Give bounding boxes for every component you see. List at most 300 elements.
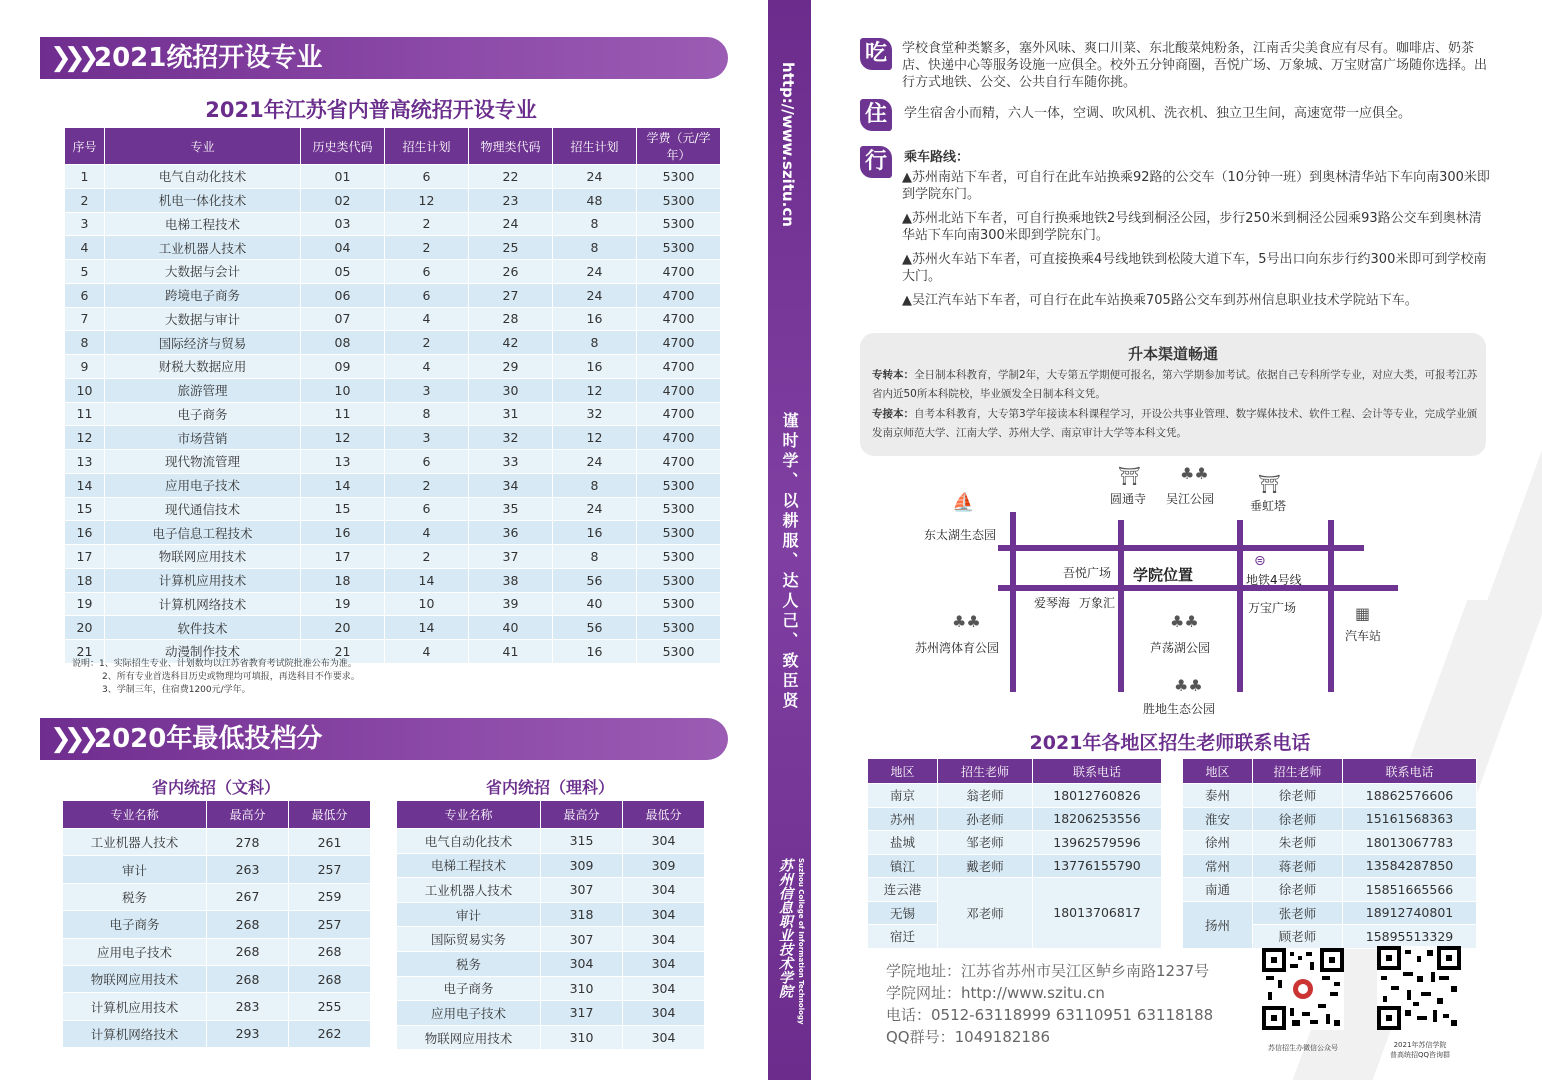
qr-caption-line: 普高统招QQ咨询群 <box>1389 1051 1451 1059</box>
table-cell: 4 <box>385 307 469 331</box>
table-row <box>397 1025 705 1050</box>
table-cell: 审计 <box>63 856 207 883</box>
table-row <box>1183 784 1477 808</box>
table-cell: 307 <box>541 927 623 952</box>
table-cell: 32 <box>553 402 637 426</box>
table-cell: 盐城 <box>868 831 938 855</box>
table-row <box>397 829 705 854</box>
table-cell: 计算机网络技术 <box>63 1020 207 1047</box>
table-cell: 常州 <box>1183 854 1253 878</box>
table-notes <box>72 658 360 697</box>
table-cell: 6 <box>385 260 469 284</box>
table-row <box>65 307 721 331</box>
table-cell: 304 <box>623 976 705 1001</box>
table-cell: 315 <box>541 829 623 854</box>
table-row <box>65 497 721 521</box>
arts-title: 省内统招（文科） <box>151 778 280 797</box>
table-cell: 33 <box>469 450 553 474</box>
table-cell: 应用电子技术 <box>63 938 207 965</box>
table-cell: 18013706817 <box>1033 878 1162 949</box>
table-cell: 4 <box>385 640 469 664</box>
table-cell: 12 <box>385 188 469 212</box>
table-row <box>65 165 721 189</box>
table-cell: 18 <box>65 568 105 592</box>
table-cell: 10 <box>301 378 385 402</box>
table-cell: 05 <box>301 260 385 284</box>
table-cell: 5300 <box>637 568 721 592</box>
table-row <box>65 212 721 236</box>
table-cell: 304 <box>623 902 705 927</box>
table-cell: 13962579596 <box>1033 831 1162 855</box>
section-banner-majors <box>40 37 728 79</box>
table-cell: 10 <box>65 378 105 402</box>
table-cell: 南京 <box>868 784 938 808</box>
table-cell: 15 <box>301 497 385 521</box>
table-cell: 6 <box>65 283 105 307</box>
table-cell: 3 <box>385 378 469 402</box>
route-1: ▲苏州南站下车者，可自行在此车站换乘92路的公交车（10分钟一班）到奥林清华站下车向南300米即到学院东门。 <box>902 170 1490 202</box>
table-cell: 304 <box>623 1025 705 1050</box>
column-header: 专业名称 <box>397 801 541 829</box>
column-header: 最高分 <box>541 801 623 829</box>
table-cell: 5300 <box>637 521 721 545</box>
table-cell: 4700 <box>637 402 721 426</box>
table-cell: 257 <box>289 911 371 938</box>
qq-group: QQ群号：1049182186 <box>886 1028 1051 1046</box>
table-row <box>63 883 371 910</box>
table-cell: 5300 <box>637 545 721 569</box>
metro-icon: ⊜ <box>1254 553 1266 569</box>
table-cell: 18912740801 <box>1343 901 1477 925</box>
wechat-qr-code <box>1262 948 1344 1030</box>
table-cell: 孙老师 <box>938 807 1033 831</box>
table-row <box>63 829 371 856</box>
column-header: 专业名称 <box>63 801 207 829</box>
table-row <box>65 331 721 355</box>
table-cell: 5300 <box>637 592 721 616</box>
table-cell: 南通 <box>1183 878 1253 902</box>
table-cell: 财税大数据应用 <box>105 355 301 379</box>
eat-text: 学校食堂种类繁多，塞外风味、爽口川菜、东北酸菜炖粉条，江南舌尖美食应有尽有。咖啡店、奶茶店、快递中心等服务设施一应俱全。校外五分钟商圈，吾悦广场、万象城、万宝财富广场随你选择。出行方式地铁、公交、公共自行车随你挑。 <box>902 41 1488 90</box>
table-cell: 255 <box>289 993 371 1020</box>
table-row <box>397 902 705 927</box>
contacts-title: 2021年各地区招生老师联系电话 <box>1029 732 1311 754</box>
table-cell: 34 <box>469 473 553 497</box>
table-cell: 4 <box>385 521 469 545</box>
table-row <box>63 911 371 938</box>
table-cell: 11 <box>301 402 385 426</box>
pagoda-icon: ⛩ <box>1258 474 1281 495</box>
table-cell: 软件技术 <box>105 616 301 640</box>
table-cell: 税务 <box>397 951 541 976</box>
table-cell: 4700 <box>637 307 721 331</box>
table-cell: 徐州 <box>1183 831 1253 855</box>
map-label-shengdi: 胜地生态公园 <box>1143 702 1216 716</box>
table-row <box>63 938 371 965</box>
table-cell: 2 <box>385 545 469 569</box>
table-cell: 02 <box>301 188 385 212</box>
table-cell: 18012760826 <box>1033 784 1162 808</box>
table-cell: 309 <box>623 853 705 878</box>
table-cell: 2 <box>65 188 105 212</box>
school-address: 学院地址：江苏省苏州市吴江区鲈乡南路1237号 <box>886 962 1210 980</box>
table-cell: 徐老师 <box>1253 784 1343 808</box>
table-cell: 国际经济与贸易 <box>105 331 301 355</box>
table-cell: 计算机网络技术 <box>105 592 301 616</box>
table-cell: 3 <box>65 212 105 236</box>
table-cell: 22 <box>469 165 553 189</box>
map-label-aiqinhai: 爱琴海 <box>1034 596 1071 610</box>
table-cell: 15895513329 <box>1343 925 1477 949</box>
table-cell: 267 <box>207 883 289 910</box>
table-cell: 35 <box>469 497 553 521</box>
table-cell: 张老师 <box>1253 901 1343 925</box>
table-row <box>397 878 705 903</box>
table-cell: 5300 <box>637 616 721 640</box>
table-cell: 审计 <box>397 902 541 927</box>
note-line: 3、学制三年，住宿费1200元/学年。 <box>102 685 251 695</box>
map-label-metro4: 地铁4号线 <box>1246 573 1302 587</box>
table-cell: 12 <box>553 378 637 402</box>
banner-title: 2021统招开设专业 <box>94 43 323 73</box>
table-row <box>65 568 721 592</box>
table-cell: 2 <box>385 331 469 355</box>
table-cell: 电气自动化技术 <box>397 829 541 854</box>
table-cell: 56 <box>553 616 637 640</box>
table-cell: 10 <box>385 592 469 616</box>
table-row <box>1183 831 1477 855</box>
school-phone: 电话：0512-63118999 63110951 63118188 <box>886 1006 1214 1024</box>
qr-caption-line: 2021年苏信学院 <box>1393 1041 1447 1049</box>
table-cell: 38 <box>469 568 553 592</box>
table-cell: 4700 <box>637 355 721 379</box>
table-cell: 08 <box>301 331 385 355</box>
table-cell: 12 <box>65 426 105 450</box>
column-header: 历史类代码 <box>301 128 385 165</box>
table-cell: 应用电子技术 <box>397 1001 541 1026</box>
table-cell: 8 <box>553 473 637 497</box>
column-header: 序号 <box>65 128 105 165</box>
route-title: 乘车路线： <box>904 150 970 165</box>
map-label-bay-sports: 苏州湾体育公园 <box>915 641 1000 655</box>
map-label-bus-station: 汽车站 <box>1345 629 1382 643</box>
table-cell: 09 <box>301 355 385 379</box>
note-line: 说明：1、实际招生专业、计划数均以江苏省教育考试院批准公布为准。 <box>72 659 357 669</box>
go-badge: 行 <box>860 146 892 178</box>
table-cell: 24 <box>469 212 553 236</box>
table-cell: 邹老师 <box>938 831 1033 855</box>
column-header: 招生计划 <box>553 128 637 165</box>
table-row <box>1183 901 1477 925</box>
column-header: 地区 <box>868 759 938 784</box>
table-cell: 物联网应用技术 <box>63 965 207 992</box>
table-cell: 市场营销 <box>105 426 301 450</box>
eat-badge: 吃 <box>860 38 892 70</box>
qq-qr-caption <box>1366 1040 1474 1060</box>
table-cell: 278 <box>207 829 289 856</box>
table-cell: 12 <box>553 426 637 450</box>
live-text: 学生宿舍小而精，六人一体，空调、吹风机、洗衣机、独立卫生间，高速宽带一应俱全。 <box>904 106 1412 121</box>
table-cell: 宿迁 <box>868 925 938 949</box>
table-cell: 徐老师 <box>1253 878 1343 902</box>
table-cell: 机电一体化技术 <box>105 188 301 212</box>
table-cell: 5300 <box>637 640 721 664</box>
table-cell: 4 <box>65 236 105 260</box>
live-badge: 住 <box>860 99 892 131</box>
qq-qr-code <box>1377 946 1461 1030</box>
tree-icon: ♣♣ <box>1180 464 1209 483</box>
table-cell: 淮安 <box>1183 807 1253 831</box>
map-label-wujiang-park: 吴江公园 <box>1166 492 1215 506</box>
table-cell: 20 <box>65 616 105 640</box>
route-2: ▲苏州北站下车者，可自行换乘地铁2号线到桐泾公园，步行250米到桐泾公园乘93路公交车到奥林清华站下车向南300米即到学院东门。 <box>902 211 1482 243</box>
table-cell: 304 <box>541 951 623 976</box>
map-road <box>1328 520 1334 692</box>
spine-school-en: Suzhou College of Information Technology <box>797 858 805 1025</box>
table-cell: 动漫制作技术 <box>105 640 301 664</box>
table-cell: 01 <box>301 165 385 189</box>
column-header: 招生老师 <box>938 759 1033 784</box>
table-cell: 12 <box>301 426 385 450</box>
column-header: 联系电话 <box>1033 759 1162 784</box>
table-row <box>65 426 721 450</box>
table-row <box>65 283 721 307</box>
table-cell: 8 <box>553 212 637 236</box>
arts-score-table <box>62 800 371 1048</box>
table-cell: 4 <box>385 355 469 379</box>
table-cell: 4700 <box>637 283 721 307</box>
table-cell: 40 <box>553 592 637 616</box>
table-cell: 304 <box>623 951 705 976</box>
table-cell: 29 <box>469 355 553 379</box>
table-cell: 翁老师 <box>938 784 1033 808</box>
table-cell: 现代物流管理 <box>105 450 301 474</box>
table-cell: 8 <box>553 331 637 355</box>
table-cell: 邓老师 <box>938 878 1033 949</box>
table-cell: 28 <box>469 307 553 331</box>
table-cell: 顾老师 <box>1253 925 1343 949</box>
column-header: 联系电话 <box>1343 759 1477 784</box>
table-row <box>63 856 371 883</box>
table-cell: 18013067783 <box>1343 831 1477 855</box>
school-website[interactable]: 学院网址：http://www.szitu.cn <box>886 984 1105 1002</box>
note-line: 2、所有专业首选科目历史或物理均可填报，再选科目不作要求。 <box>102 672 360 682</box>
table-cell: 9 <box>65 355 105 379</box>
wechat-qr-caption: 苏信招生办微信公众号 <box>1268 1044 1338 1052</box>
table-row <box>63 993 371 1020</box>
table-cell: 电子商务 <box>397 976 541 1001</box>
table-cell: 15 <box>65 497 105 521</box>
table-cell: 电气自动化技术 <box>105 165 301 189</box>
table-cell: 318 <box>541 902 623 927</box>
table-cell: 5300 <box>637 473 721 497</box>
spine-motto: 谨时学、以耕服、达人己、致臣贤 <box>780 412 799 712</box>
table-cell: 283 <box>207 993 289 1020</box>
route-3: ▲苏州火车站下车者，可直接换乘4号线地铁到松陵大道下车，5号出口向东步行约300米即可到学校南大门。 <box>902 252 1487 284</box>
table-cell: 5300 <box>637 212 721 236</box>
map-label-dongtaihu: 东太湖生态园 <box>924 528 997 542</box>
table-cell: 268 <box>207 965 289 992</box>
majors-table <box>64 127 721 664</box>
table-cell: 06 <box>301 283 385 307</box>
table-cell: 268 <box>289 965 371 992</box>
table-cell: 262 <box>289 1020 371 1047</box>
map-road <box>1237 520 1243 692</box>
table-cell: 蒋老师 <box>1253 854 1343 878</box>
table-cell: 14 <box>385 616 469 640</box>
table-cell: 电梯工程技术 <box>105 212 301 236</box>
column-header: 最低分 <box>289 801 371 829</box>
table-cell: 15161568363 <box>1343 807 1477 831</box>
table-cell: 261 <box>289 829 371 856</box>
table-cell: 5300 <box>637 497 721 521</box>
table-cell: 24 <box>553 283 637 307</box>
table-row <box>65 616 721 640</box>
table-cell: 309 <box>541 853 623 878</box>
table-cell: 24 <box>553 165 637 189</box>
table-row <box>1183 878 1477 902</box>
column-header: 招生老师 <box>1253 759 1343 784</box>
table-cell: 4700 <box>637 331 721 355</box>
table-cell: 18206253556 <box>1033 807 1162 831</box>
building-icon: ▦ <box>1355 604 1371 623</box>
map-road <box>1010 512 1016 692</box>
table-row <box>65 545 721 569</box>
table-cell: 24 <box>553 450 637 474</box>
table-row <box>397 927 705 952</box>
double-chevron-icon: ❯❯❯ <box>50 724 92 754</box>
column-header: 最高分 <box>207 801 289 829</box>
table-cell: 19 <box>301 592 385 616</box>
table-cell: 16 <box>301 521 385 545</box>
table-cell: 18862576606 <box>1343 784 1477 808</box>
section-banner-scores <box>40 718 728 760</box>
table-row <box>868 784 1162 808</box>
table-cell: 扬州 <box>1183 901 1253 948</box>
upgrade-label-1: 专转本： <box>872 369 914 381</box>
table-cell: 13584287850 <box>1343 854 1477 878</box>
table-row <box>397 951 705 976</box>
table-cell: 6 <box>385 497 469 521</box>
table-cell: 8 <box>553 236 637 260</box>
table-cell: 8 <box>65 331 105 355</box>
table-cell: 跨境电子商务 <box>105 283 301 307</box>
table-cell: 6 <box>385 450 469 474</box>
table-cell: 苏州 <box>868 807 938 831</box>
table-cell: 39 <box>469 592 553 616</box>
table-cell: 16 <box>553 307 637 331</box>
table-cell: 257 <box>289 856 371 883</box>
table-cell: 电梯工程技术 <box>397 853 541 878</box>
table-cell: 2 <box>385 473 469 497</box>
table-cell: 4700 <box>637 260 721 284</box>
table-cell: 304 <box>623 927 705 952</box>
column-header: 最低分 <box>623 801 705 829</box>
table-row <box>1183 854 1477 878</box>
column-header: 招生计划 <box>385 128 469 165</box>
table-cell: 41 <box>469 640 553 664</box>
table-cell: 21 <box>65 640 105 664</box>
contacts-table-right <box>1182 758 1477 949</box>
upgrade-text-1: 全日制本科教育，学制2年，大专第五学期便可报名，第六学期参加考试。依据自己专科所学专业，对应大类，可报考江苏省内近50所本科院校，毕业颁发全日制本科文凭。 <box>872 369 1478 400</box>
table-cell: 21 <box>301 640 385 664</box>
table-cell: 4700 <box>637 378 721 402</box>
table-cell: 16 <box>553 640 637 664</box>
table-cell: 24 <box>553 260 637 284</box>
table-cell: 13 <box>65 450 105 474</box>
table-row <box>868 831 1162 855</box>
table-cell: 朱老师 <box>1253 831 1343 855</box>
table-row <box>397 1001 705 1026</box>
table-cell: 14 <box>65 473 105 497</box>
banner-title: 2020年最低投档分 <box>94 724 323 754</box>
column-header: 地区 <box>1183 759 1253 784</box>
table-cell: 32 <box>469 426 553 450</box>
table-cell: 工业机器人技术 <box>105 236 301 260</box>
table-cell: 24 <box>553 497 637 521</box>
table-cell: 07 <box>301 307 385 331</box>
table-cell: 310 <box>541 1025 623 1050</box>
table-cell: 现代通信技术 <box>105 497 301 521</box>
tree-icon: ♣♣ <box>952 612 981 631</box>
table-cell: 31 <box>469 402 553 426</box>
table-row <box>65 473 721 497</box>
table-row <box>397 976 705 1001</box>
table-row <box>63 1020 371 1047</box>
table-cell: 36 <box>469 521 553 545</box>
table-cell: 工业机器人技术 <box>63 829 207 856</box>
table-cell: 310 <box>541 976 623 1001</box>
table-cell: 8 <box>385 402 469 426</box>
table-row <box>868 807 1162 831</box>
table-cell: 14 <box>301 473 385 497</box>
table-cell: 大数据与会计 <box>105 260 301 284</box>
upgrade-item-1 <box>872 366 1478 404</box>
table-cell: 15851665566 <box>1343 878 1477 902</box>
table-row <box>868 854 1162 878</box>
table-cell: 20 <box>301 616 385 640</box>
map-road <box>1118 520 1124 692</box>
map-road <box>998 545 1364 551</box>
table-cell: 42 <box>469 331 553 355</box>
table-cell: 25 <box>469 236 553 260</box>
double-chevron-icon: ❯❯❯ <box>50 43 92 73</box>
table-row <box>65 188 721 212</box>
table-cell: 304 <box>623 829 705 854</box>
table-cell: 大数据与审计 <box>105 307 301 331</box>
table-cell: 4700 <box>637 450 721 474</box>
table-row <box>65 378 721 402</box>
map-label-wanbao: 万宝广场 <box>1248 601 1297 615</box>
table-cell: 263 <box>207 856 289 883</box>
table-row <box>65 260 721 284</box>
table-cell: 5300 <box>637 236 721 260</box>
table-cell: 317 <box>541 1001 623 1026</box>
pagoda-icon: ⛩ <box>1118 466 1141 487</box>
upgrade-title: 升本渠道畅通 <box>1127 345 1218 363</box>
map-label-chuihong: 垂虹塔 <box>1250 499 1287 513</box>
majors-table-title: 2021年江苏省内普高统招开设专业 <box>205 98 537 122</box>
table-cell: 工业机器人技术 <box>397 878 541 903</box>
table-cell: 电子信息工程技术 <box>105 521 301 545</box>
tree-icon: ♣♣ <box>1170 612 1199 631</box>
table-cell: 应用电子技术 <box>105 473 301 497</box>
table-cell: 8 <box>553 545 637 569</box>
table-cell: 16 <box>553 355 637 379</box>
table-cell: 镇江 <box>868 854 938 878</box>
table-row <box>65 236 721 260</box>
table-row <box>63 965 371 992</box>
